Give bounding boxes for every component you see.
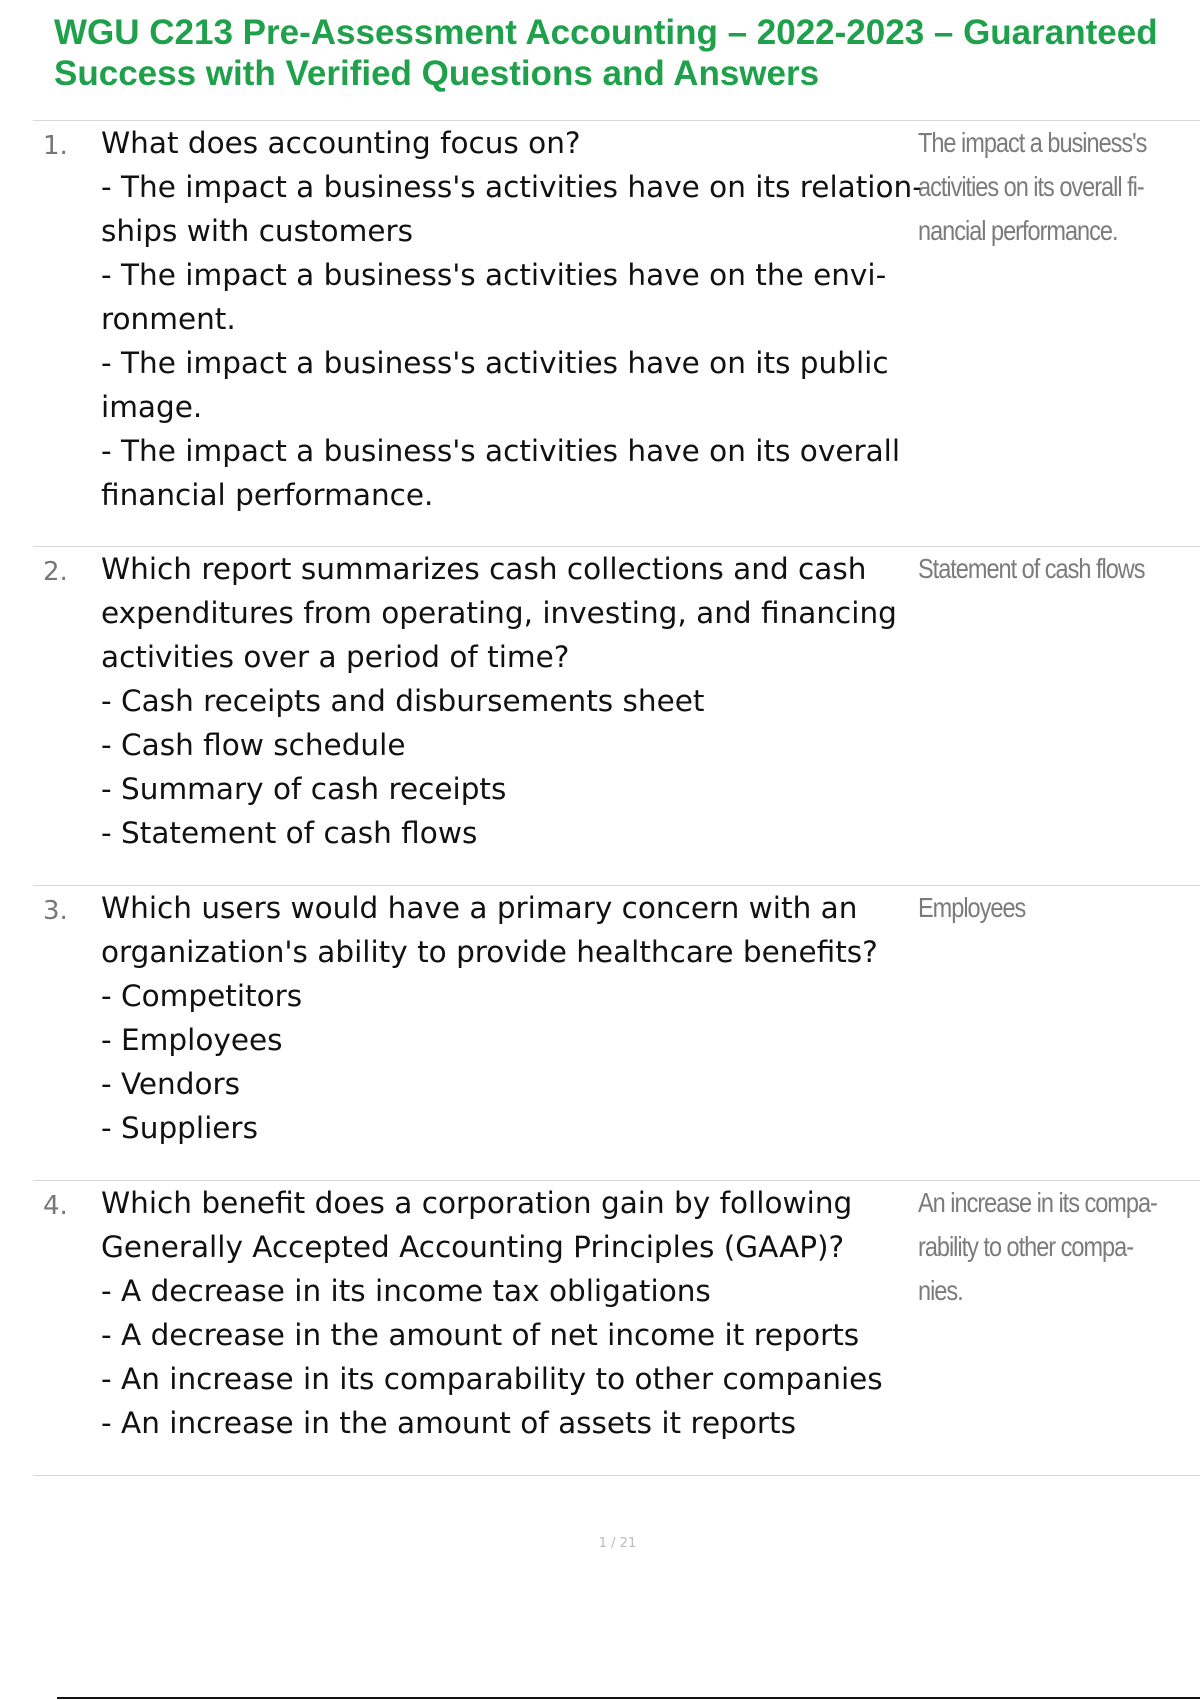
question-text bbox=[101, 121, 951, 517]
page-number: 1 / 21 bbox=[598, 1536, 637, 1551]
question-option: - Cash flow schedule bbox=[101, 728, 406, 762]
question-option: - Statement of cash flows bbox=[101, 816, 478, 850]
question-number: 4. bbox=[43, 1191, 68, 1221]
answer-line: activities on its overall fi- bbox=[918, 171, 1144, 202]
question-text bbox=[101, 886, 951, 1150]
question-option: - The impact a business's activities have on the envi- bbox=[101, 258, 887, 292]
answer-line: rability to other compa- bbox=[918, 1231, 1134, 1262]
answer-text bbox=[918, 547, 1155, 591]
answer-line: The impact a business's bbox=[918, 127, 1147, 158]
question-option: ships with customers bbox=[101, 214, 413, 248]
question-prompt: Which report summarizes cash collections and cash bbox=[101, 552, 867, 586]
qa-list bbox=[33, 120, 1200, 1476]
answer-text bbox=[918, 1181, 1155, 1313]
question-prompt: Which benefit does a corporation gain by following bbox=[101, 1186, 853, 1220]
question-option: - An increase in the amount of assets it reports bbox=[101, 1406, 796, 1440]
question-option: image. bbox=[101, 390, 203, 424]
question-prompt: What does accounting focus on? bbox=[101, 126, 581, 160]
footer-rule bbox=[57, 1697, 1200, 1699]
divider bbox=[33, 1475, 1200, 1476]
qa-row bbox=[33, 547, 1200, 885]
qa-row bbox=[33, 1181, 1200, 1475]
qa-row bbox=[33, 886, 1200, 1180]
question-option: - A decrease in the amount of net income it reports bbox=[101, 1318, 860, 1352]
question-option: - Vendors bbox=[101, 1067, 241, 1101]
question-option: ronment. bbox=[101, 302, 236, 336]
answer-line: nancial performance. bbox=[918, 215, 1118, 246]
question-option: - Suppliers bbox=[101, 1111, 258, 1145]
question-option: activities over a period of time? bbox=[101, 640, 570, 674]
answer-text bbox=[918, 886, 1155, 930]
question-number: 1. bbox=[43, 131, 68, 161]
question-text bbox=[101, 547, 951, 855]
question-number: 3. bbox=[43, 896, 68, 926]
qa-row bbox=[33, 121, 1200, 546]
question-number: 2. bbox=[43, 557, 68, 587]
answer-text bbox=[918, 121, 1155, 253]
question-option: Generally Accepted Accounting Principles (GAAP)? bbox=[101, 1230, 845, 1264]
answer-line: Statement of cash flows bbox=[918, 553, 1145, 584]
question-option: - The impact a business's activities have on its overall bbox=[101, 434, 901, 468]
question-option: - Summary of cash receipts bbox=[101, 772, 507, 806]
question-option: organization's ability to provide healthcare benefits? bbox=[101, 935, 878, 969]
question-option: - An increase in its comparability to other companies bbox=[101, 1362, 883, 1396]
document-title: WGU C213 Pre-Assessment Accounting – 2022-2023 – Guaranteed Success with Verified Questions and Answers bbox=[54, 13, 1158, 93]
question-option: - Competitors bbox=[101, 979, 303, 1013]
question-option: - A decrease in its income tax obligations bbox=[101, 1274, 711, 1308]
answer-line: An increase in its compa- bbox=[918, 1187, 1157, 1218]
question-option: - Employees bbox=[101, 1023, 283, 1057]
question-option: - The impact a business's activities have on its public bbox=[101, 346, 889, 380]
question-option: - Cash receipts and disbursements sheet bbox=[101, 684, 705, 718]
question-option: - The impact a business's activities have on its relation- bbox=[101, 170, 923, 204]
question-option: financial performance. bbox=[101, 478, 434, 512]
answer-line: nies. bbox=[918, 1275, 963, 1306]
question-prompt: Which users would have a primary concern with an bbox=[101, 891, 858, 925]
answer-line: Employees bbox=[918, 892, 1026, 923]
question-option: expenditures from operating, investing, and financing bbox=[101, 596, 897, 630]
question-text bbox=[101, 1181, 951, 1445]
